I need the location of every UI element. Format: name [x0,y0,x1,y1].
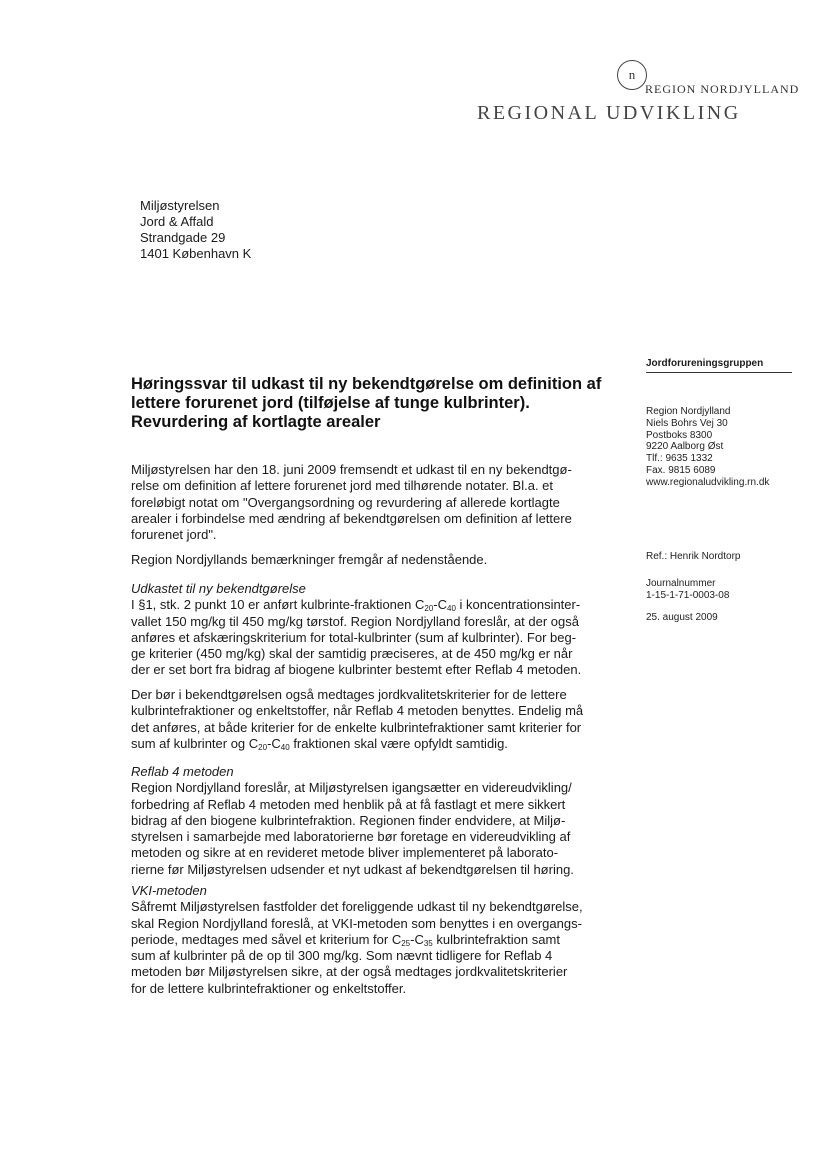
paragraph-line: skal Region Nordjylland foreslå, at VKI-metoden som benyttes i en overgangs- [131,915,582,931]
department-name: REGIONAL UDVIKLING [477,102,741,124]
paragraph-line: metoden bør Miljøstyrelsen sikre, at der også medtages jordkvalitetskriterier [131,964,568,980]
paragraph-line: anføres et afskæringskriterium for total-kulbrinter (sum af kulbrinter). For beg- [131,629,577,645]
paragraph-line: metoden og sikre at en revideret metode bliver implementeret på laborato- [131,845,559,861]
paragraph-line: Region Nordjyllands bemærkninger fremgår af nedenstående. [131,552,488,567]
letter-date [646,612,718,624]
recipient-unit: Jord & Affald [140,214,214,229]
paragraph-line: styrelsen i samarbejde med laboratorierne bør foretage en videreudvikling af [131,829,571,845]
section-vki [131,883,601,997]
title-line: Høringssvar til udkast til ny bekendtgørelse om definition af [131,375,602,393]
sender-address [646,406,769,489]
section-heading: Reflab 4 metoden [131,764,234,779]
paragraph-line: forbedring af Reflab 4 metoden med henblik på at få fastlagt et mere sikkert [131,796,566,812]
reference [646,551,740,563]
sender-pobox: Postboks 8300 [646,429,713,441]
paragraph-line: bidrag af den biogene kulbrintefraktion. Regionen finder endvidere, at Miljø- [131,812,566,828]
section-draft-regulation-p2 [131,687,601,752]
paragraph-line: det anføres, at både kriterier for de enkelte kulbrintefraktioner samt kriterier for [131,719,582,735]
recipient-street: Strandgade 29 [140,230,226,245]
paragraph-line: vallet 150 mg/kg til 450 mg/kg tørstof. Region Nordjylland foreslår, at der også [131,613,579,629]
paragraph-line: forurenet jord". [131,527,217,543]
sender-phone: Tlf.: 9635 1332 [646,453,713,465]
date-text: 25. august 2009 [646,612,718,623]
title-line: lettere forurenet jord (tilføjelse af tunge kulbrinter). [131,394,530,412]
reference-text: Ref.: Henrik Nordtorp [646,551,741,562]
paragraph-line: rierne før Miljøstyrelsen udsender et nyt udkast af bekendtgørelsen til høring. [131,861,574,877]
paragraph-line: for de lettere kulbrintefraktioner og enkeltstoffer. [131,980,407,996]
paragraph-line: kulbrintefraktioner og enkeltstoffer, når Reflab 4 metoden benyttes. Endelig må [131,703,584,719]
sender-org: Region Nordjylland [646,406,731,417]
paragraph-line: der er set bort fra bidrag af biogene kulbrinter bestemt efter Reflab 4 metoden. [131,662,582,678]
paragraph-line: periode, medtages med såvel et kriterium for $C_{25}-C_{35}$ kulbrintefraktion samt [131,931,560,948]
remarks-paragraph [131,552,601,568]
paragraph-line: Miljøstyrelsen har den 18. juni 2009 fremsendt et udkast til en ny bekendtgø- [131,462,572,477]
intro-paragraph [131,462,601,543]
paragraph-line: relse om definition af lettere forurenet jord med tilhørende notater. Bl.a. et [131,478,554,494]
recipient-name: Miljøstyrelsen [140,198,220,213]
journal [646,578,729,602]
journal-label: Journalnummer [646,578,716,589]
recipient-city: 1401 København K [140,246,252,261]
organization-name: REGION NORDJYLLAND [645,82,800,96]
paragraph-line: Såfremt Miljøstyrelsen fastfolder det foreliggende udkast til ny bekendtgørelse, [131,899,583,915]
paragraph-line: arealer i forbindelse med ændring af bekendtgørelsen om definition af lettere [131,510,572,526]
sender-website: www.regionaludvikling.rn.dk [646,476,770,488]
section-heading: VKI-metoden [131,883,207,898]
paragraph-line: Region Nordjylland foreslår, at Miljøstyrelsen igangsætter en videreudvikling/ [131,780,572,796]
journal-number: 1-15-1-71-0003-08 [646,589,730,601]
paragraph-line: Der bør i bekendtgørelsen også medtages jordkvalitetskriterier for de lettere [131,687,567,702]
sender-city: 9220 Aalborg Øst [646,441,724,453]
sender-fax: Fax. 9815 6089 [646,464,716,476]
section-draft-regulation [131,581,601,679]
paragraph-line: sum af kulbrinter og $C_{20}-C_{40}$ fraktionen skal være opfyldt samtidig. [131,735,508,752]
paragraph-line: ge kriterier (450 mg/kg) skal der samtidig præciseres, at de 450 mg/kg er når [131,646,573,662]
paragraph-line: I §1, stk. 2 punkt 10 er anført kulbrinte-fraktionen $C_{20}-C_{40}$ i koncentrationsinter- [131,597,581,614]
region-logo-icon: n [617,60,647,90]
paragraph-line: foreløbigt notat om "Overgangsordning og revurdering af allerede kortlagte [131,494,560,510]
sender-street: Niels Bohrs Vej 30 [646,417,728,429]
title-line: Revurdering af kortlagte arealer [131,413,381,431]
section-heading: Udkastet til ny bekendtgørelse [131,581,306,596]
letter-title [131,375,601,432]
paragraph-line: sum af kulbrinter på de op til 300 mg/kg. Som nævnt tidligere for Reflab 4 [131,948,553,964]
section-reflab [131,764,601,878]
sidebar-group-name: Jordforureningsgruppen [646,358,792,373]
recipient-address [140,198,251,262]
